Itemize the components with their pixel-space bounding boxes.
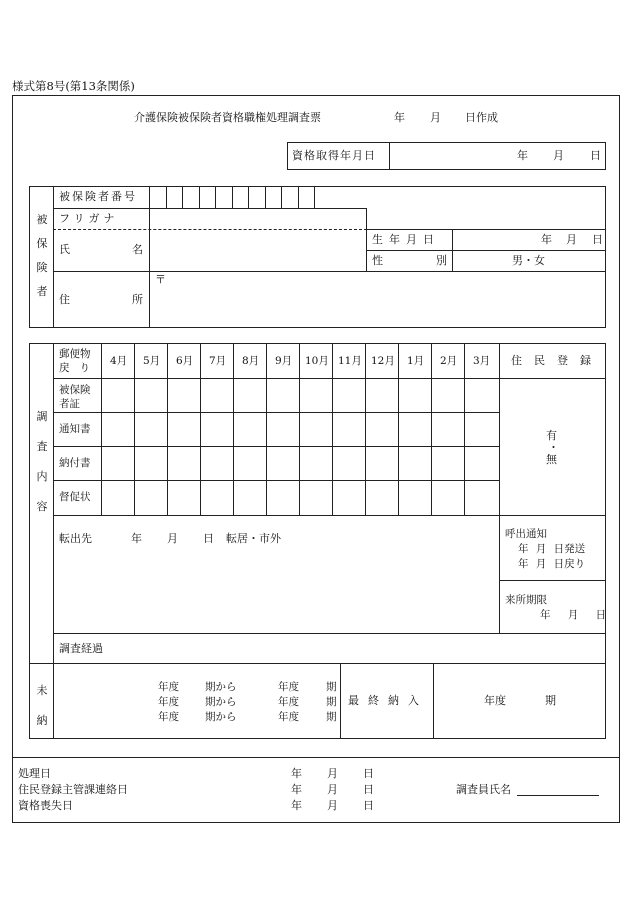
notice-day: 日 bbox=[363, 783, 374, 796]
survey-section-label: 調査内容 bbox=[36, 410, 48, 513]
unpaid-line-3-period-from: 期から bbox=[205, 711, 237, 723]
month-header: 9月 bbox=[275, 355, 293, 367]
created-month-label: 月 bbox=[430, 111, 441, 124]
furigana-input[interactable] bbox=[150, 209, 366, 229]
name-label-2: 名 bbox=[132, 243, 143, 256]
loss-date-label: 資格喪失日 bbox=[18, 799, 73, 812]
unpaid-line-1-period-to: 期 bbox=[326, 681, 337, 693]
unpaid-section-label: 未納 bbox=[36, 684, 48, 727]
insured-number-input[interactable] bbox=[150, 187, 314, 208]
unpaid-line-2-fy-from: 年度 bbox=[158, 696, 179, 708]
form-number: 様式第8号(第13条関係) bbox=[12, 79, 135, 93]
month-header: 7月 bbox=[209, 355, 227, 367]
name-input[interactable] bbox=[150, 230, 366, 270]
month-header: 6月 bbox=[176, 355, 194, 367]
month-header: 12月 bbox=[371, 355, 395, 367]
birth-day-label: 日 bbox=[592, 233, 603, 246]
month-header: 10月 bbox=[305, 355, 329, 367]
unpaid-line-2-period-to: 期 bbox=[326, 696, 337, 708]
moved-month-label: 月 bbox=[167, 532, 178, 545]
created-day-label: 日作成 bbox=[465, 111, 498, 124]
summons-label: 呼出通知 bbox=[505, 528, 547, 540]
summons-sent[interactable]: 年 月 日発送 bbox=[518, 543, 586, 555]
unpaid-line-3-fy-to: 年度 bbox=[278, 711, 299, 723]
final-payment-label: 最終納入 bbox=[348, 694, 428, 707]
moved-day-label: 日 bbox=[203, 532, 214, 545]
investigator-label: 調査員氏名 bbox=[456, 783, 511, 796]
furigana-label: フリガナ bbox=[59, 212, 119, 225]
registry-dot: ・ bbox=[548, 441, 559, 454]
sex-options[interactable]: 男・女 bbox=[512, 254, 545, 267]
row-label-insurance-card: 被保険者証 bbox=[59, 384, 91, 410]
final-payment-field[interactable] bbox=[434, 664, 605, 738]
month-header: 11月 bbox=[338, 355, 362, 367]
address-input[interactable] bbox=[150, 272, 605, 327]
processing-day: 日 bbox=[363, 767, 374, 780]
name-label-1: 氏 bbox=[59, 243, 70, 256]
row-label-notice: 通知書 bbox=[59, 423, 91, 435]
birth-year-label: 年 bbox=[541, 233, 552, 246]
progress-input[interactable] bbox=[150, 634, 605, 663]
final-payment-period: 期 bbox=[545, 694, 556, 707]
final-payment-fy: 年度 bbox=[484, 694, 506, 707]
moved-type-options[interactable]: 転居・市外 bbox=[226, 532, 281, 545]
visit-deadline-label: 来所期限 bbox=[505, 594, 547, 606]
resident-registry-label: 住民登録 bbox=[511, 354, 603, 367]
row-label-reminder: 督促状 bbox=[59, 491, 91, 503]
month-header: 5月 bbox=[143, 355, 161, 367]
sex-label-1: 性 bbox=[372, 254, 383, 267]
unpaid-line-1-fy-to: 年度 bbox=[278, 681, 299, 693]
birth-date-label: 生年月日 bbox=[372, 233, 440, 246]
registry-yes[interactable]: 有 bbox=[546, 429, 557, 442]
created-year-label: 年 bbox=[394, 111, 405, 124]
moved-to-area[interactable] bbox=[54, 548, 498, 632]
loss-year: 年 bbox=[291, 799, 302, 812]
processing-date-label: 処理日 bbox=[18, 767, 51, 780]
progress-label: 調査経過 bbox=[59, 642, 103, 655]
insured-section-label: 被保険者 bbox=[36, 213, 48, 298]
birth-date-field[interactable] bbox=[453, 230, 605, 250]
acquisition-date-field[interactable] bbox=[390, 143, 605, 169]
month-header: 2月 bbox=[440, 355, 458, 367]
unpaid-line-3-fy-from: 年度 bbox=[158, 711, 179, 723]
acquisition-month-label: 月 bbox=[553, 149, 564, 162]
insured-number-label: 被保険者番号 bbox=[59, 190, 137, 203]
month-header: 3月 bbox=[473, 355, 491, 367]
birth-month-label: 月 bbox=[566, 233, 577, 246]
tracking-grid[interactable] bbox=[102, 379, 499, 515]
unpaid-line-1-fy-from: 年度 bbox=[158, 681, 179, 693]
sex-label-2: 別 bbox=[436, 254, 447, 267]
moved-to-label: 転出先 bbox=[59, 532, 92, 545]
visit-deadline-value[interactable]: 年 月 日 bbox=[540, 609, 607, 621]
processing-year: 年 bbox=[291, 767, 302, 780]
returned-mail-label-2: 戻り bbox=[59, 362, 100, 374]
processing-month: 月 bbox=[327, 767, 338, 780]
acquisition-date-label: 資格取得年月日 bbox=[292, 149, 376, 162]
unpaid-line-2-period-from: 期から bbox=[205, 696, 237, 708]
notice-month: 月 bbox=[327, 783, 338, 796]
unpaid-line-1-period-from: 期から bbox=[205, 681, 237, 693]
acquisition-day-label: 日 bbox=[590, 149, 601, 162]
loss-month: 月 bbox=[327, 799, 338, 812]
returned-mail-label-1: 郵便物 bbox=[59, 348, 91, 360]
address-label-1: 住 bbox=[59, 293, 70, 306]
loss-day: 日 bbox=[363, 799, 374, 812]
form-title: 介護保険被保険者資格職権処理調査票 bbox=[134, 111, 321, 124]
month-header: 1月 bbox=[407, 355, 425, 367]
postal-mark: 〒 bbox=[155, 273, 166, 286]
address-label-2: 所 bbox=[132, 293, 143, 306]
row-label-payment-slip: 納付書 bbox=[59, 457, 91, 469]
summons-returned[interactable]: 年 月 日戻り bbox=[518, 558, 586, 570]
registry-no[interactable]: 無 bbox=[546, 453, 557, 466]
month-header: 8月 bbox=[242, 355, 260, 367]
month-header: 4月 bbox=[110, 355, 128, 367]
unpaid-line-2-fy-to: 年度 bbox=[278, 696, 299, 708]
moved-year-label: 年 bbox=[131, 532, 142, 545]
registry-notice-date-label: 住民登録主管課連絡日 bbox=[18, 783, 128, 796]
investigator-name-field[interactable] bbox=[517, 782, 599, 796]
acquisition-year-label: 年 bbox=[517, 149, 528, 162]
notice-year: 年 bbox=[291, 783, 302, 796]
unpaid-line-3-period-to: 期 bbox=[326, 711, 337, 723]
